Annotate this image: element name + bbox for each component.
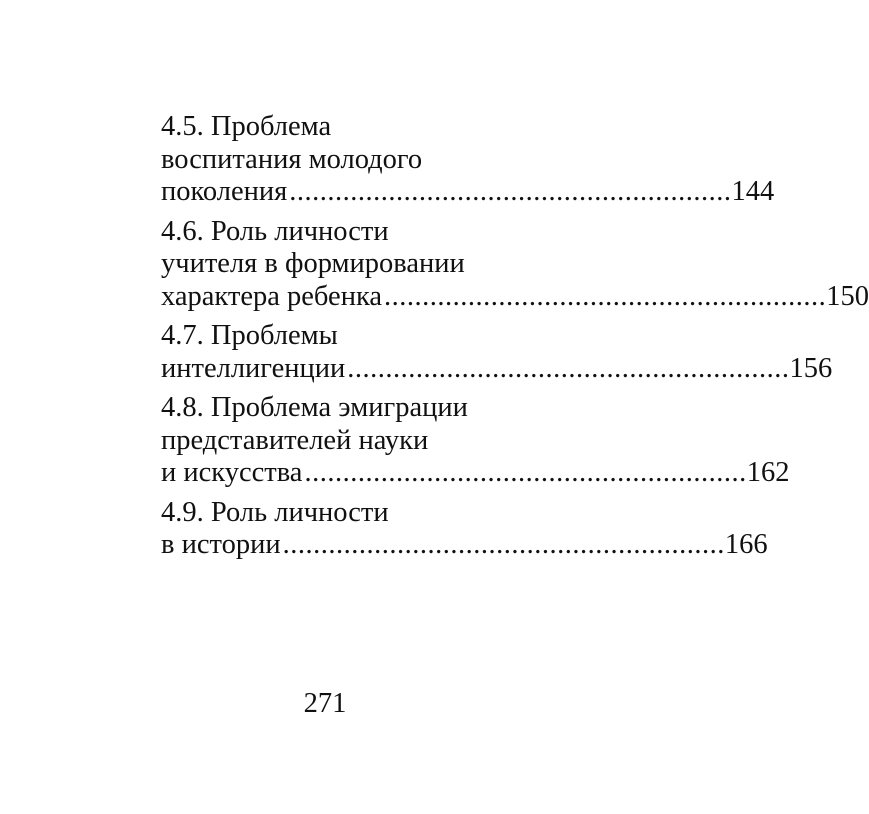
toc-entry <box>161 215 869 314</box>
toc-entry-title-line: 4.8. Проблема эмиграции <box>161 392 468 423</box>
toc-entry-title-line: представителей науки <box>161 424 429 456</box>
toc-entry-title-line: воспитания молодого <box>161 143 423 175</box>
toc-entry-page-number: 162 <box>746 457 790 488</box>
toc-entry-last-line <box>161 457 790 490</box>
toc-entry-title-line: учителя в формировании <box>161 248 465 279</box>
toc-entry-title-line: 4.6. Роль личности <box>161 215 389 247</box>
dot-leader: .......................................................... <box>384 280 827 312</box>
toc-entry-page-number: 144 <box>731 176 775 207</box>
dot-leader: .......................................................... <box>289 176 732 207</box>
toc-entry <box>161 320 833 385</box>
dot-leader: .......................................................... <box>347 352 790 384</box>
toc-entry-page-number: 166 <box>724 529 768 560</box>
toc-entry-title-line: 4.9. Роль личности <box>161 496 389 528</box>
toc-entry-last-line <box>161 529 768 562</box>
page-number: 271 <box>303 688 347 719</box>
toc-entry-last-line <box>161 280 869 314</box>
toc-entry-title-end: поколения <box>161 176 288 207</box>
toc-entry-title-end: интеллигенции <box>161 352 346 384</box>
toc-entry-last-line <box>161 352 833 386</box>
toc-entry-title-end: и искусства <box>161 457 303 488</box>
toc-entry-last-line <box>161 176 775 209</box>
toc-entry-title-end: характера ребенка <box>161 280 383 312</box>
dot-leader: .......................................................... <box>304 457 747 488</box>
toc-entry-title-line: 4.7. Проблемы <box>161 320 338 351</box>
toc-entry-page-number: 156 <box>789 352 833 384</box>
toc-entry-page-number: 150 <box>826 280 869 312</box>
toc-entry <box>161 392 790 490</box>
table-of-contents <box>161 111 869 569</box>
toc-entry-title-end: в истории <box>161 529 281 560</box>
toc-entry-title-line: 4.5. Проблема <box>161 111 332 142</box>
toc-entry <box>161 111 775 209</box>
dot-leader: .......................................................... <box>282 529 725 560</box>
toc-entry <box>161 496 768 562</box>
